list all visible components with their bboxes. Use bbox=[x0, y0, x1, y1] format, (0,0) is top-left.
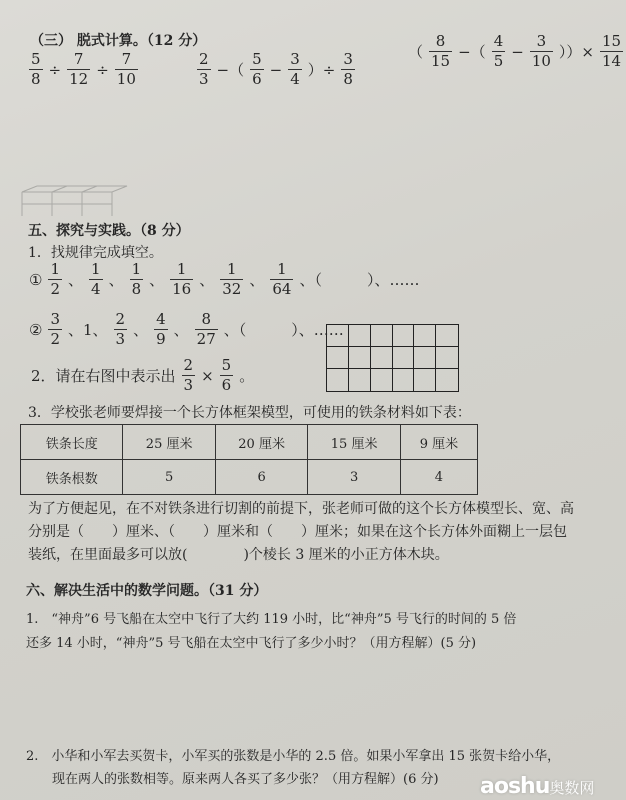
denominator: 8 bbox=[131, 280, 142, 298]
table-cell: 25 厘米 bbox=[123, 425, 215, 460]
math-text: 、 bbox=[149, 271, 165, 289]
denominator: 2 bbox=[50, 330, 60, 348]
numerator: 3 bbox=[290, 50, 300, 68]
denominator: 8 bbox=[343, 70, 353, 88]
denominator: 27 bbox=[196, 330, 216, 348]
sequence-2 bbox=[26, 312, 347, 347]
math-text: 、 bbox=[68, 271, 84, 289]
numerator: 7 bbox=[121, 50, 132, 68]
denominator: 2 bbox=[50, 280, 60, 298]
numerator: 5 bbox=[221, 356, 232, 374]
math-text: ））× bbox=[558, 43, 594, 61]
math-text: 、 bbox=[133, 321, 149, 339]
numerator: 4 bbox=[493, 32, 504, 50]
math-text: ① bbox=[29, 270, 43, 289]
aoshu-watermark-logo bbox=[480, 774, 594, 799]
question-3-text-line: 为了方便起见，在不对铁条进行切割的前提下，张老师可做的这个长方体模型长、宽、高 bbox=[28, 501, 574, 517]
table-cell: 20 厘米 bbox=[215, 425, 307, 460]
math-text: 、 bbox=[199, 271, 215, 289]
math-text: ② bbox=[29, 320, 43, 339]
fraction-grid[interactable] bbox=[326, 324, 459, 392]
cuboid-sketch bbox=[22, 186, 127, 216]
numerator: 7 bbox=[73, 50, 84, 68]
fraction bbox=[48, 312, 62, 347]
numerator: 2 bbox=[115, 310, 126, 328]
fraction bbox=[29, 52, 43, 87]
table-row bbox=[21, 425, 478, 460]
numerator: 2 bbox=[199, 50, 209, 68]
iron-bar-table bbox=[20, 424, 478, 495]
denominator: 8 bbox=[31, 70, 41, 88]
table-cell: 6 bbox=[215, 460, 307, 495]
fraction bbox=[182, 358, 196, 393]
denominator: 14 bbox=[601, 52, 622, 70]
numerator: 15 bbox=[601, 32, 622, 50]
expression-2 bbox=[194, 52, 358, 87]
math-text: −（ bbox=[458, 43, 486, 61]
numerator: 4 bbox=[156, 310, 166, 328]
math-text: 2．请在右图中表示出 bbox=[31, 367, 176, 385]
math-text: 、（ ）、…… bbox=[299, 271, 420, 289]
question-3-text-line: 分别是（ ）厘米、（ ）厘米和（ ）厘米；如果在这个长方体外面糊上一层包 bbox=[28, 524, 567, 540]
math-text: 、1、 bbox=[68, 321, 108, 339]
math-text: ）÷ bbox=[307, 61, 336, 79]
table-cell: 铁条根数 bbox=[21, 460, 123, 495]
fraction bbox=[530, 34, 553, 69]
fraction bbox=[429, 34, 452, 69]
math-text: 、（ ）、…… bbox=[223, 321, 344, 339]
question-2 bbox=[28, 358, 257, 393]
numerator: 3 bbox=[50, 310, 60, 328]
fraction bbox=[89, 262, 103, 297]
numerator: 5 bbox=[31, 50, 41, 68]
denominator: 4 bbox=[91, 280, 101, 298]
problem-2-line: 2. 小华和小军去买贺卡，小军买的张数是小华的 2.5 倍。如果小军拿出 15 张贺卡给小华， bbox=[26, 749, 561, 764]
fraction bbox=[195, 312, 218, 347]
numerator: 8 bbox=[201, 310, 211, 328]
fraction bbox=[197, 52, 211, 87]
fraction bbox=[220, 358, 234, 393]
math-text: ÷ bbox=[48, 60, 62, 79]
math-text: 、 bbox=[108, 271, 124, 289]
fraction bbox=[170, 262, 193, 297]
math-text: −（ bbox=[216, 61, 245, 79]
math-text: − bbox=[269, 60, 283, 79]
fraction bbox=[341, 52, 355, 87]
problem-1-line: 1. “神舟”6 号飞船在太空中飞行了大约 119 小时，比“神舟”5 号飞行的时间的 5 倍 bbox=[26, 612, 517, 627]
denominator: 12 bbox=[69, 70, 89, 88]
numerator: 3 bbox=[343, 50, 353, 68]
numerator: 8 bbox=[435, 32, 446, 50]
question-3: 3．学校张老师要焊接一个长方体框架模型，可使用的铁条材料如下表： bbox=[28, 405, 471, 421]
fraction bbox=[115, 52, 138, 87]
fraction bbox=[250, 52, 264, 87]
fraction bbox=[130, 262, 144, 297]
numerator: 1 bbox=[227, 260, 237, 278]
fraction bbox=[67, 52, 90, 87]
denominator: 64 bbox=[272, 280, 292, 298]
denominator: 10 bbox=[531, 52, 551, 70]
table-row bbox=[21, 460, 478, 495]
expression-3 bbox=[405, 34, 626, 69]
problem-1-line: 还多 14 小时，“神舟”5 号飞船在太空中飞行了多少小时？（用方程解）(5 分) bbox=[26, 636, 477, 651]
denominator: 10 bbox=[116, 70, 136, 88]
numerator: 3 bbox=[536, 32, 547, 50]
expression-1 bbox=[26, 52, 141, 87]
fraction bbox=[220, 262, 243, 297]
math-text: 、 bbox=[173, 321, 189, 339]
section6-title: 六、解决生活中的数学问题。（31 分） bbox=[26, 583, 268, 599]
math-text: − bbox=[511, 42, 524, 61]
numerator: 1 bbox=[91, 260, 101, 278]
denominator: 3 bbox=[183, 376, 194, 394]
numerator: 2 bbox=[183, 356, 194, 374]
fraction bbox=[270, 262, 293, 297]
denominator: 32 bbox=[222, 280, 242, 298]
math-text: 、 bbox=[249, 271, 265, 289]
fraction bbox=[114, 312, 128, 347]
denominator: 3 bbox=[199, 70, 209, 88]
table-cell: 15 厘米 bbox=[308, 425, 400, 460]
math-text: （ bbox=[408, 43, 424, 61]
question-3-text-line: 装纸，在里面最多可以放( )个棱长 3 厘米的小正方体木块。 bbox=[28, 547, 449, 563]
denominator: 6 bbox=[252, 70, 262, 88]
denominator: 16 bbox=[172, 280, 192, 298]
numerator: 5 bbox=[252, 50, 262, 68]
table-cell: 3 bbox=[308, 460, 400, 495]
section5-title: 五、探究与实践。（8 分） bbox=[28, 223, 190, 239]
denominator: 4 bbox=[290, 70, 300, 88]
table-cell: 铁条长度 bbox=[21, 425, 123, 460]
fraction bbox=[600, 34, 623, 69]
fraction bbox=[288, 52, 302, 87]
denominator: 9 bbox=[156, 330, 166, 348]
denominator: 15 bbox=[431, 52, 451, 70]
math-text: ÷ bbox=[96, 60, 109, 79]
table-cell: 9 厘米 bbox=[400, 425, 477, 460]
denominator: 3 bbox=[115, 330, 126, 348]
fraction bbox=[154, 312, 168, 347]
numerator: 1 bbox=[131, 260, 142, 278]
numerator: 1 bbox=[277, 260, 287, 278]
watermark-latin: aoshu bbox=[480, 774, 550, 799]
denominator: 6 bbox=[221, 376, 232, 394]
math-text: × bbox=[201, 366, 214, 385]
watermark-chinese: 奥数网 bbox=[549, 779, 595, 797]
math-text: 。 bbox=[239, 367, 255, 385]
table-cell: 4 bbox=[400, 460, 477, 495]
sequence-1 bbox=[26, 262, 422, 297]
section3-title: （三） 脱式计算。（12 分） bbox=[30, 33, 207, 49]
denominator: 5 bbox=[493, 52, 504, 70]
fraction bbox=[48, 262, 62, 297]
problem-2-line: 现在两人的张数相等。原来两人各买了多少张？（用方程解）(6 分) bbox=[26, 772, 439, 787]
numerator: 1 bbox=[50, 260, 60, 278]
table-cell: 5 bbox=[123, 460, 215, 495]
numerator: 1 bbox=[176, 260, 187, 278]
fraction bbox=[492, 34, 506, 69]
question-1-label: 1．找规律完成填空。 bbox=[28, 245, 163, 261]
